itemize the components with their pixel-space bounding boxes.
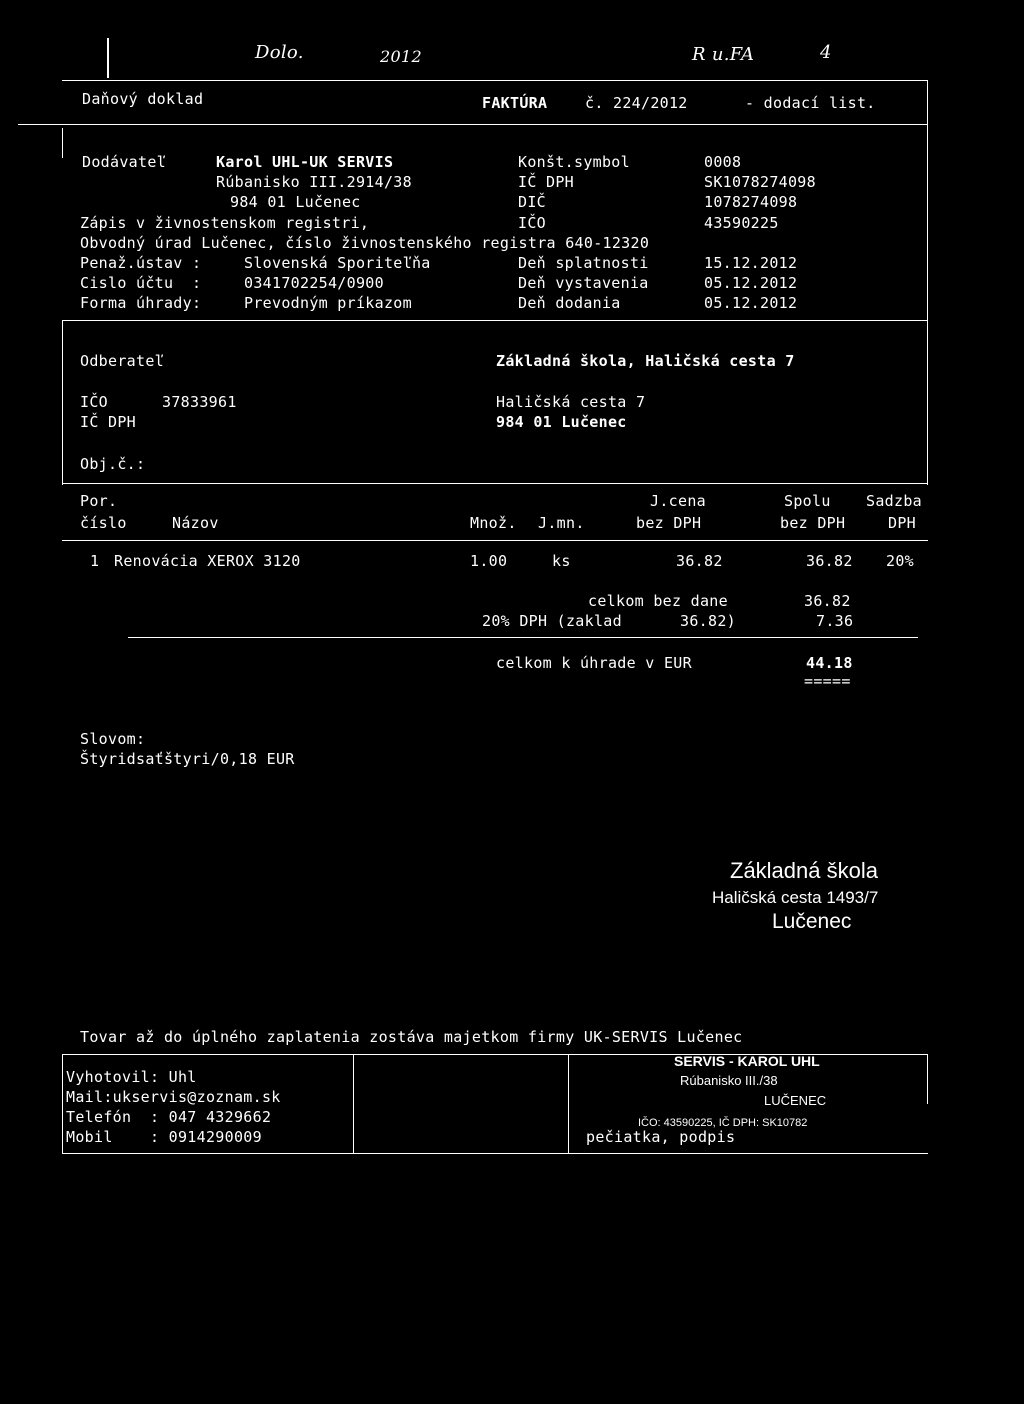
col-nazov: Názov [172, 514, 219, 532]
col-jcena: J.cena [650, 492, 706, 510]
header-bottom-rule [18, 124, 928, 125]
footer-box-left [62, 1054, 63, 1154]
handwritten-note-c: R u.FA [692, 44, 755, 65]
school-stamp-line1: Základná škola [730, 858, 878, 883]
footer-box-mid2 [568, 1054, 569, 1154]
col-jcena-sub: bez DPH [636, 514, 702, 532]
customer-ico-label: IČO [80, 393, 108, 411]
issue-date-label: Deň vystavenia [518, 274, 649, 292]
account-label: Cislo účtu : [80, 274, 202, 292]
supplier-street: Rúbanisko III.2914/38 [216, 173, 412, 191]
supplier-icdph-label: IČ DPH [518, 173, 574, 191]
customer-name: Základná škola, Haličská cesta 7 [496, 352, 795, 370]
row-no: 1 [90, 552, 100, 570]
supplier-ico-label: IČO [518, 214, 546, 232]
supplier-registry: Zápis v živnostenskom registri, [80, 214, 370, 232]
col-sadzba: Sadzba [866, 492, 922, 510]
customer-icdph-label: IČ DPH [80, 413, 136, 431]
col-cislo: číslo [80, 514, 127, 532]
customer-box-top [62, 320, 928, 321]
stamp-signature-label: pečiatka, podpis [586, 1128, 736, 1146]
total-due: 44.18 [806, 654, 853, 672]
order-number-label: Obj.č.: [80, 455, 146, 473]
supplier-label: Dodávateľ [82, 153, 166, 171]
invoice-label: FAKTÚRA [482, 94, 548, 112]
base-label: celkom bez dane [588, 592, 728, 610]
words-text: Štyridsaťštyri/0,18 EUR [80, 750, 295, 768]
konst-symbol: 0008 [704, 153, 742, 171]
issued-by: Vyhotovil: Uhl [66, 1068, 197, 1086]
supplier-dic-label: DIČ [518, 193, 546, 211]
footer-box-right [927, 1054, 928, 1104]
invoice-number: č. 224/2012 [585, 94, 688, 112]
firm-stamp-line4: IČO: 43590225, IČ DPH: SK10782 [638, 1117, 808, 1129]
handwritten-note-d: 4 [820, 42, 832, 63]
row-qty: 1.00 [470, 552, 508, 570]
konst-symbol-label: Konšt.symbol [518, 153, 630, 171]
customer-street: Haličská cesta 7 [496, 393, 646, 411]
account-number: 0341702254/0900 [244, 274, 384, 292]
customer-city: 984 01 Lučenec [496, 413, 627, 431]
document-title: Daňový doklad [82, 90, 204, 108]
footer-box-bottom [62, 1153, 928, 1154]
customer-ico: 37833961 [162, 393, 237, 411]
header-top-rule [62, 80, 928, 81]
supplier-dic: 1078274098 [704, 193, 798, 211]
customer-box-bottom [62, 483, 928, 484]
row-unit-price: 36.82 [676, 552, 723, 570]
contact-phone: Telefón : 047 4329662 [66, 1108, 272, 1126]
supplier-registry-office: Obvodný úrad Lučenec, číslo živnostenského registra 640-12320 [80, 234, 650, 252]
supplier-ico: 43590225 [704, 214, 779, 232]
delivery-note-label: - dodací list. [745, 94, 876, 112]
due-date-label: Deň splatnosti [518, 254, 649, 272]
col-spolu: Spolu [784, 492, 831, 510]
handwritten-note-a: Dolo. [255, 42, 304, 63]
row-rate: 20% [886, 552, 914, 570]
delivery-date-label: Deň dodania [518, 294, 621, 312]
base-amount: 36.82 [804, 592, 851, 610]
row-total: 36.82 [806, 552, 853, 570]
col-jmn: J.mn. [538, 514, 585, 532]
firm-stamp-line2: Rúbanisko III./38 [680, 1073, 778, 1088]
supplier-name: Karol UHL-UK SERVIS [216, 153, 394, 171]
totals-rule [128, 637, 918, 638]
col-sadzba-sub: DPH [888, 514, 916, 532]
ownership-note: Tovar až do úplného zaplatenia zostáva majetkom firmy UK-SERVIS Lučenec [80, 1028, 743, 1046]
delivery-date: 05.12.2012 [704, 294, 798, 312]
row-unit: ks [552, 552, 571, 570]
firm-stamp-line1: SERVIS - KAROL UHL [674, 1053, 820, 1069]
right-border [927, 80, 928, 485]
vat-base: 36.82) [680, 612, 736, 630]
payment-label: Forma úhrady: [80, 294, 202, 312]
vat-label: 20% DPH (zaklad [482, 612, 622, 630]
col-por: Por. [80, 492, 118, 510]
school-stamp-line2: Haličská cesta 1493/7 [712, 888, 879, 907]
contact-mobile: Mobil : 0914290009 [66, 1128, 262, 1146]
words-label: Slovom: [80, 730, 146, 748]
issue-date: 05.12.2012 [704, 274, 798, 292]
row-name: Renovácia XEROX 3120 [114, 552, 301, 570]
vat-amount: 7.36 [816, 612, 854, 630]
supplier-city: 984 01 Lučenec [230, 193, 361, 211]
firm-stamp-line3: LUČENEC [764, 1093, 827, 1108]
supplier-icdph: SK1078274098 [704, 173, 816, 191]
total-due-underline: ===== [804, 672, 851, 690]
col-mnoz: Množ. [470, 514, 517, 532]
bank-name: Slovenská Sporiteľňa [244, 254, 431, 272]
footer-box-mid1 [353, 1054, 354, 1154]
customer-box-left [62, 320, 63, 485]
table-header-rule [62, 540, 928, 541]
due-date: 15.12.2012 [704, 254, 798, 272]
customer-label: Odberateľ [80, 352, 164, 370]
handwritten-note-b: 2012 [380, 47, 422, 66]
left-border [62, 128, 63, 158]
payment-method: Prevodným príkazom [244, 294, 412, 312]
school-stamp-line3: Lučenec [772, 910, 852, 933]
contact-mail: Mail:ukservis@zoznam.sk [66, 1088, 281, 1106]
total-due-label: celkom k úhrade v EUR [496, 654, 692, 672]
col-spolu-sub: bez DPH [780, 514, 846, 532]
bank-label: Penaž.ústav : [80, 254, 202, 272]
margin-mark [107, 38, 109, 78]
